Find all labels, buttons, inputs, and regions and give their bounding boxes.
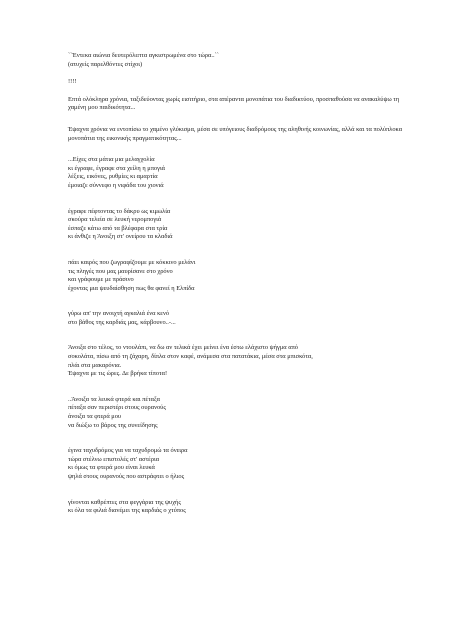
prose-line: Άνοιξα στο τέλος, το ντουλάπι, να δω αν τελικά έχει μείνει ένα έστω ελάχιστο ψήγμα από [68,344,298,352]
verse-line: τις πληγές που μας μαυρίσανε στο χρόνο [68,267,173,275]
verse-line: τώρα στέλνω επιστολές στ' αστέρια [68,455,160,463]
stanza-6 [68,447,408,481]
verse-line: έχοντας μια ψευδαίσθηση πως θα φανεί η Ελπίδα [68,284,195,292]
stanza-1 [68,156,408,190]
poem-title [68,52,408,69]
verse-line: πέταξα σαν περιστέρι στους ουρανούς [68,404,166,412]
verse-line: κι όμως τα φτερά μου είναι λευκά [68,464,155,472]
stanza-5 [68,396,408,430]
verse-line: κι άνθιζε η Άνοιξη στ' ονείρου τα κλαδιά [68,233,173,241]
paragraph-1: Επτά ολόκληρα χρόνια, ταξιδεύοντας χωρίς εισιτήριο, στα απέραντα μονοπάτια του διαδικτύου, προσπαθούσα να ανακαλύψω τη χαμένη μου παιδικότητα... [68,95,400,112]
verse-line: κι όλα τα φιλιά διανέμει της καρδιάς ο χτύπος [68,507,186,515]
verse-line: λέξεις, εικόνες, ρυθμίες κι αμαρτία [68,173,158,181]
verse-line: κι έγραφε, έγραφε στα χείλη η μπογιά [68,164,166,172]
verse-line: γύρω απ' την ανοιχτή αγκαλιά ένα κενό [68,310,170,318]
verse-line: σκούρα τελεία σε λευκή νερομπογιά [68,216,162,224]
verse-line: έσπαζε κάτω από τα βλέφαρα στα τρία [68,224,168,232]
prose-line: σοκολάτα, πίσω από τη ζάχαρη, δίπλα στον καφέ, ανάμεσα στα πατατάκια, μέσα στα μπισκότα, [68,353,313,361]
stanza-7 [68,499,408,516]
verse-line: να διώξω το βάρος της συνείδησης [68,421,158,429]
prose-line: πλάι στα μακαρόνια. [68,361,122,369]
subtitle-line: (ατυχείς παρελθόντες στίχοι) [68,60,143,68]
verse-line: γίνονται καθρέπτες στα φεγγάρια της ψυχής [68,498,181,506]
verse-line: έγινα ταχυδρόμος για να ταχυδρομώ τα όνειρα [68,447,188,455]
title-line: ``Έντεκα αιώνια δευτερόλεπτα αγκιστρωμένα στο τώρα..`` [68,52,219,59]
paragraph-3 [68,344,408,378]
verse-line: ...Είχες στα μάτια μια μελαγχολία [68,156,155,164]
stanza-3 [68,259,408,293]
verse-line: στο βάθος της καρδιάς μας, κάρβουνο..-... [68,318,176,326]
prose-line: Έψαχνα με τις ώρες. Δε βρήκα τίποτα! [68,370,168,378]
verse-line: άνοιξα τα φτερά μου [68,413,122,421]
verse-line: ..Άνοιξα τα λευκά φτερά και πέταξα [68,395,160,403]
document-page [68,52,408,516]
stanza-2 [68,208,408,242]
verse-line: και γράφουμε με πράσινο [68,276,134,284]
stanza-4 [68,310,408,327]
paragraph-2: Έψαχνα χρόνια να εντοπίσω το χαμένο γλύκισμα, μέσα σε υπόγειους διαδρόμους της αληθινής κοινωνίας, αλλά και τα πολύπλοκα μονοπάτια της εικονικής πραγματικότητας... [68,125,403,142]
verse-line: έγραφε πέφτοντας το δάκρυ ως κιμωλία [68,207,171,215]
verse-line: έμοιαζε σύννεφο η νιφάδα του χιονιά [68,181,164,189]
verse-line: ψηλά στους ουρανούς που αστράφτει ο ήλιος [68,473,185,480]
exclaim-line: !!!! [68,78,77,86]
verse-line: πάει καιρός που ζωγραφίζουμε με κόκκινο μελάνι [68,258,196,266]
